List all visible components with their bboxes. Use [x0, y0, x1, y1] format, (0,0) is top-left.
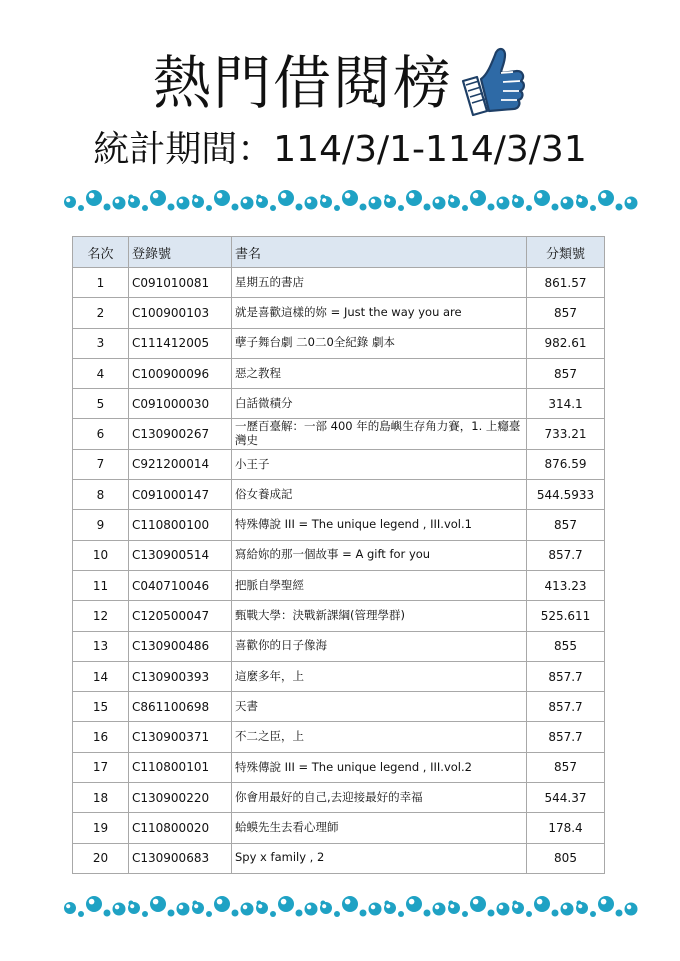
bubble-dot [192, 196, 204, 208]
rank-cell: 14 [73, 661, 129, 691]
bubble-highlight [130, 198, 134, 202]
table-row [73, 298, 605, 328]
bubble-dot [398, 205, 404, 211]
bubble-dot [360, 910, 367, 917]
bubble-dot [78, 911, 84, 917]
classification-cell: 982.61 [527, 328, 605, 358]
ranking-table [72, 236, 605, 874]
classification-cell: 857.7 [527, 661, 605, 691]
bubble-dot [512, 196, 524, 208]
bubble-dot [334, 205, 340, 211]
accession-cell: C921200014 [129, 449, 232, 479]
bubble-dot [214, 190, 230, 206]
bubble-dot [168, 204, 175, 211]
table-row [73, 449, 605, 479]
page-title: 熱門借閱榜 [152, 49, 453, 117]
rank-cell: 1 [73, 268, 129, 298]
bubble-highlight [66, 904, 70, 908]
book-title-cell: 特殊傳說 III = The unique legend , III.vol.2 [232, 752, 527, 782]
table-row [73, 843, 605, 873]
table-row [73, 631, 605, 661]
bubble-highlight [499, 199, 504, 204]
book-title-cell: 蛤蟆先生去看心理師 [232, 813, 527, 843]
bubble-dot [470, 190, 486, 206]
rank-cell: 5 [73, 389, 129, 419]
bubble-dot [448, 196, 460, 208]
bubble-highlight [537, 193, 543, 199]
classification-cell: 857 [527, 510, 605, 540]
bubble-dot [552, 910, 559, 917]
rank-cell: 9 [73, 510, 129, 540]
accession-cell: C130900393 [129, 661, 232, 691]
book-title-cell: 這麼多年，上 [232, 661, 527, 691]
bubble-highlight [153, 899, 159, 905]
classification-cell: 876.59 [527, 449, 605, 479]
classification-cell: 314.1 [527, 389, 605, 419]
bubble-highlight [217, 193, 223, 199]
accession-cell: C120500047 [129, 601, 232, 631]
rank-cell: 10 [73, 540, 129, 570]
book-title-cell: Spy x family , 2 [232, 843, 527, 873]
rank-cell: 19 [73, 813, 129, 843]
bubble-dot [424, 910, 431, 917]
bubble-dot [576, 196, 588, 208]
table-row [73, 510, 605, 540]
bubble-dot [433, 197, 446, 210]
classification-cell: 805 [527, 843, 605, 873]
bubble-highlight [514, 904, 518, 908]
rank-cell: 15 [73, 692, 129, 722]
bubble-dot [232, 910, 239, 917]
bubble-dot [214, 896, 230, 912]
accession-cell: C130900371 [129, 722, 232, 752]
classification-cell: 544.37 [527, 783, 605, 813]
header-accession: 登錄號 [129, 237, 232, 268]
bubble-highlight [130, 904, 134, 908]
table-row [73, 328, 605, 358]
bubble-dot [142, 205, 148, 211]
bubble-dot [534, 190, 550, 206]
table-row [73, 692, 605, 722]
statistics-period: 統計期間：114/3/1-114/3/31 [93, 129, 587, 170]
bubble-dot [561, 903, 574, 916]
book-title-cell: 不二之臣，上 [232, 722, 527, 752]
bubble-highlight [66, 198, 70, 202]
bubble-dot [561, 197, 574, 210]
header-classification: 分類號 [527, 237, 605, 268]
bubble-dot [526, 205, 532, 211]
bubble-highlight [601, 899, 607, 905]
bubble-highlight [563, 199, 568, 204]
bubble-highlight [179, 905, 184, 910]
book-title-cell: 把脈自學聖經 [232, 570, 527, 600]
accession-cell: C130900683 [129, 843, 232, 873]
bubble-highlight [258, 198, 262, 202]
title-row [0, 38, 680, 128]
thumbs-up-icon [457, 41, 527, 117]
accession-cell: C130900486 [129, 631, 232, 661]
bubble-dot [192, 902, 204, 914]
book-title-cell: 一歷百臺解：一部 400 年的島嶼生存角力賽，1. 上癮臺灣史 [232, 419, 527, 449]
bubble-dot [256, 196, 268, 208]
bubble-dot [206, 205, 212, 211]
classification-cell: 861.57 [527, 268, 605, 298]
bubble-dot [369, 903, 382, 916]
bubble-dot [433, 903, 446, 916]
book-title-cell: 就是喜歡這樣的妳 = Just the way you are [232, 298, 527, 328]
bubble-highlight [115, 905, 120, 910]
rank-cell: 18 [73, 783, 129, 813]
bubble-highlight [435, 905, 440, 910]
bubble-dot [497, 197, 510, 210]
bubble-highlight [243, 199, 248, 204]
bubble-dot [342, 896, 358, 912]
bubble-dot [625, 197, 638, 210]
classification-cell: 525.611 [527, 601, 605, 631]
bubble-highlight [153, 193, 159, 199]
bubble-highlight [115, 199, 120, 204]
header-book-title: 書名 [232, 237, 527, 268]
bubble-highlight [281, 193, 287, 199]
classification-cell: 857 [527, 358, 605, 388]
bubble-dot [470, 896, 486, 912]
bubble-dot [86, 190, 102, 206]
table-row [73, 783, 605, 813]
bubble-border-bottom [60, 888, 640, 928]
accession-cell: C091010081 [129, 268, 232, 298]
bubble-highlight [179, 199, 184, 204]
bubble-highlight [386, 904, 390, 908]
bubble-dot [320, 196, 332, 208]
table-header-row [73, 237, 605, 268]
bubble-dot [64, 902, 76, 914]
bubble-dot [488, 910, 495, 917]
classification-cell: 857.7 [527, 722, 605, 752]
rank-cell: 11 [73, 570, 129, 600]
book-title-cell: 小王子 [232, 449, 527, 479]
bubble-highlight [281, 899, 287, 905]
bubble-dot [177, 197, 190, 210]
bubble-highlight [243, 905, 248, 910]
bubble-highlight [450, 904, 454, 908]
bubble-highlight [217, 899, 223, 905]
bubble-dot [278, 190, 294, 206]
rank-cell: 4 [73, 358, 129, 388]
bubble-dot [598, 190, 614, 206]
bubble-dot [270, 205, 276, 211]
bubble-highlight [435, 199, 440, 204]
classification-cell: 733.21 [527, 419, 605, 449]
bubble-dot [576, 902, 588, 914]
book-title-cell: 俗女養成記 [232, 480, 527, 510]
bubble-dot [462, 205, 468, 211]
bubble-dot [86, 896, 102, 912]
table-row [73, 419, 605, 449]
bubble-highlight [627, 905, 632, 910]
bubble-dot [241, 903, 254, 916]
bubble-dot [305, 197, 318, 210]
bubble-dot [206, 911, 212, 917]
table-row [73, 540, 605, 570]
table-row [73, 389, 605, 419]
bubble-dot [406, 896, 422, 912]
bubble-dot [270, 911, 276, 917]
bubble-highlight [578, 198, 582, 202]
book-title-cell: 喜歡你的日子像海 [232, 631, 527, 661]
bubble-dot [296, 910, 303, 917]
bubble-dot [128, 196, 140, 208]
rank-cell: 6 [73, 419, 129, 449]
bubble-dot [113, 197, 126, 210]
bubble-dot [128, 902, 140, 914]
bubble-dot [150, 896, 166, 912]
rank-cell: 7 [73, 449, 129, 479]
table-row [73, 661, 605, 691]
bubble-highlight [601, 193, 607, 199]
bubble-highlight [627, 199, 632, 204]
accession-cell: C130900514 [129, 540, 232, 570]
accession-cell: C130900220 [129, 783, 232, 813]
bubble-dot [598, 896, 614, 912]
bubble-dot [342, 190, 358, 206]
bubble-dot [616, 204, 623, 211]
classification-cell: 857.7 [527, 540, 605, 570]
bubble-dot [334, 911, 340, 917]
bubble-dot [488, 204, 495, 211]
accession-cell: C111412005 [129, 328, 232, 358]
bubble-highlight [194, 198, 198, 202]
book-title-cell: 天書 [232, 692, 527, 722]
classification-cell: 855 [527, 631, 605, 661]
rank-cell: 12 [73, 601, 129, 631]
bubble-dot [150, 190, 166, 206]
accession-cell: C100900096 [129, 358, 232, 388]
table-row [73, 480, 605, 510]
rank-cell: 2 [73, 298, 129, 328]
table-row [73, 268, 605, 298]
book-title-cell: 甄戰大學：決戰新課綱(管理學群) [232, 601, 527, 631]
bubble-border-top [60, 182, 640, 222]
bubble-dot [526, 911, 532, 917]
bubble-highlight [307, 199, 312, 204]
book-title-cell: 孽子舞台劇 二0二0全紀錄 劇本 [232, 328, 527, 358]
rank-cell: 13 [73, 631, 129, 661]
bubble-dot [369, 197, 382, 210]
bubble-dot [360, 204, 367, 211]
book-title-cell: 特殊傳說 III = The unique legend , III.vol.1 [232, 510, 527, 540]
bubble-highlight [499, 905, 504, 910]
bubble-highlight [578, 904, 582, 908]
bubble-highlight [345, 899, 351, 905]
bubble-dot [78, 205, 84, 211]
bubble-highlight [371, 905, 376, 910]
bubble-dot [424, 204, 431, 211]
bubble-dot [64, 196, 76, 208]
bubble-dot [278, 896, 294, 912]
book-title-cell: 星期五的書店 [232, 268, 527, 298]
table-row [73, 601, 605, 631]
bubble-dot [305, 903, 318, 916]
bubble-dot [512, 902, 524, 914]
bubble-dot [384, 902, 396, 914]
bubble-highlight [409, 899, 415, 905]
bubble-highlight [322, 198, 326, 202]
rank-cell: 20 [73, 843, 129, 873]
table-row [73, 722, 605, 752]
bubble-highlight [514, 198, 518, 202]
classification-cell: 857 [527, 298, 605, 328]
bubble-highlight [473, 899, 479, 905]
book-title-cell: 寫給妳的那一個故事 = A gift for you [232, 540, 527, 570]
bubble-highlight [322, 904, 326, 908]
classification-cell: 857 [527, 752, 605, 782]
bubble-highlight [345, 193, 351, 199]
bubble-dot [241, 197, 254, 210]
bubble-dot [462, 911, 468, 917]
rank-cell: 17 [73, 752, 129, 782]
bubble-dot [534, 896, 550, 912]
bubble-highlight [307, 905, 312, 910]
bubble-highlight [194, 904, 198, 908]
bubble-dot [448, 902, 460, 914]
accession-cell: C091000030 [129, 389, 232, 419]
bubble-dot [113, 903, 126, 916]
bubble-dot [616, 910, 623, 917]
bubble-highlight [89, 193, 95, 199]
bubble-highlight [563, 905, 568, 910]
table-row [73, 358, 605, 388]
rank-cell: 16 [73, 722, 129, 752]
accession-cell: C130900267 [129, 419, 232, 449]
book-title-cell: 你會用最好的自己,去迎接最好的幸福 [232, 783, 527, 813]
bubble-dot [406, 190, 422, 206]
bubble-dot [590, 205, 596, 211]
table-row [73, 813, 605, 843]
accession-cell: C100900103 [129, 298, 232, 328]
accession-cell: C091000147 [129, 480, 232, 510]
rank-cell: 3 [73, 328, 129, 358]
classification-cell: 413.23 [527, 570, 605, 600]
classification-cell: 178.4 [527, 813, 605, 843]
header-rank: 名次 [73, 237, 129, 268]
book-title-cell: 白話微積分 [232, 389, 527, 419]
bubble-dot [590, 911, 596, 917]
bubble-dot [256, 902, 268, 914]
accession-cell: C110800020 [129, 813, 232, 843]
bubble-dot [104, 910, 111, 917]
accession-cell: C040710046 [129, 570, 232, 600]
table-row [73, 752, 605, 782]
rank-cell: 8 [73, 480, 129, 510]
bubble-dot [398, 911, 404, 917]
bubble-dot [296, 204, 303, 211]
bubble-highlight [537, 899, 543, 905]
bubble-dot [142, 911, 148, 917]
bubble-highlight [89, 899, 95, 905]
classification-cell: 857.7 [527, 692, 605, 722]
bubble-dot [168, 910, 175, 917]
bubble-dot [320, 902, 332, 914]
bubble-highlight [386, 198, 390, 202]
bubble-highlight [450, 198, 454, 202]
bubble-highlight [258, 904, 262, 908]
bubble-dot [384, 196, 396, 208]
bubble-highlight [409, 193, 415, 199]
table-row [73, 570, 605, 600]
accession-cell: C110800100 [129, 510, 232, 540]
accession-cell: C110800101 [129, 752, 232, 782]
accession-cell: C861100698 [129, 692, 232, 722]
bubble-highlight [473, 193, 479, 199]
bubble-dot [177, 903, 190, 916]
book-title-cell: 惡之教程 [232, 358, 527, 388]
bubble-dot [232, 204, 239, 211]
bubble-dot [497, 903, 510, 916]
bubble-dot [625, 903, 638, 916]
classification-cell: 544.5933 [527, 480, 605, 510]
bubble-highlight [371, 199, 376, 204]
bubble-dot [104, 204, 111, 211]
bubble-dot [552, 204, 559, 211]
